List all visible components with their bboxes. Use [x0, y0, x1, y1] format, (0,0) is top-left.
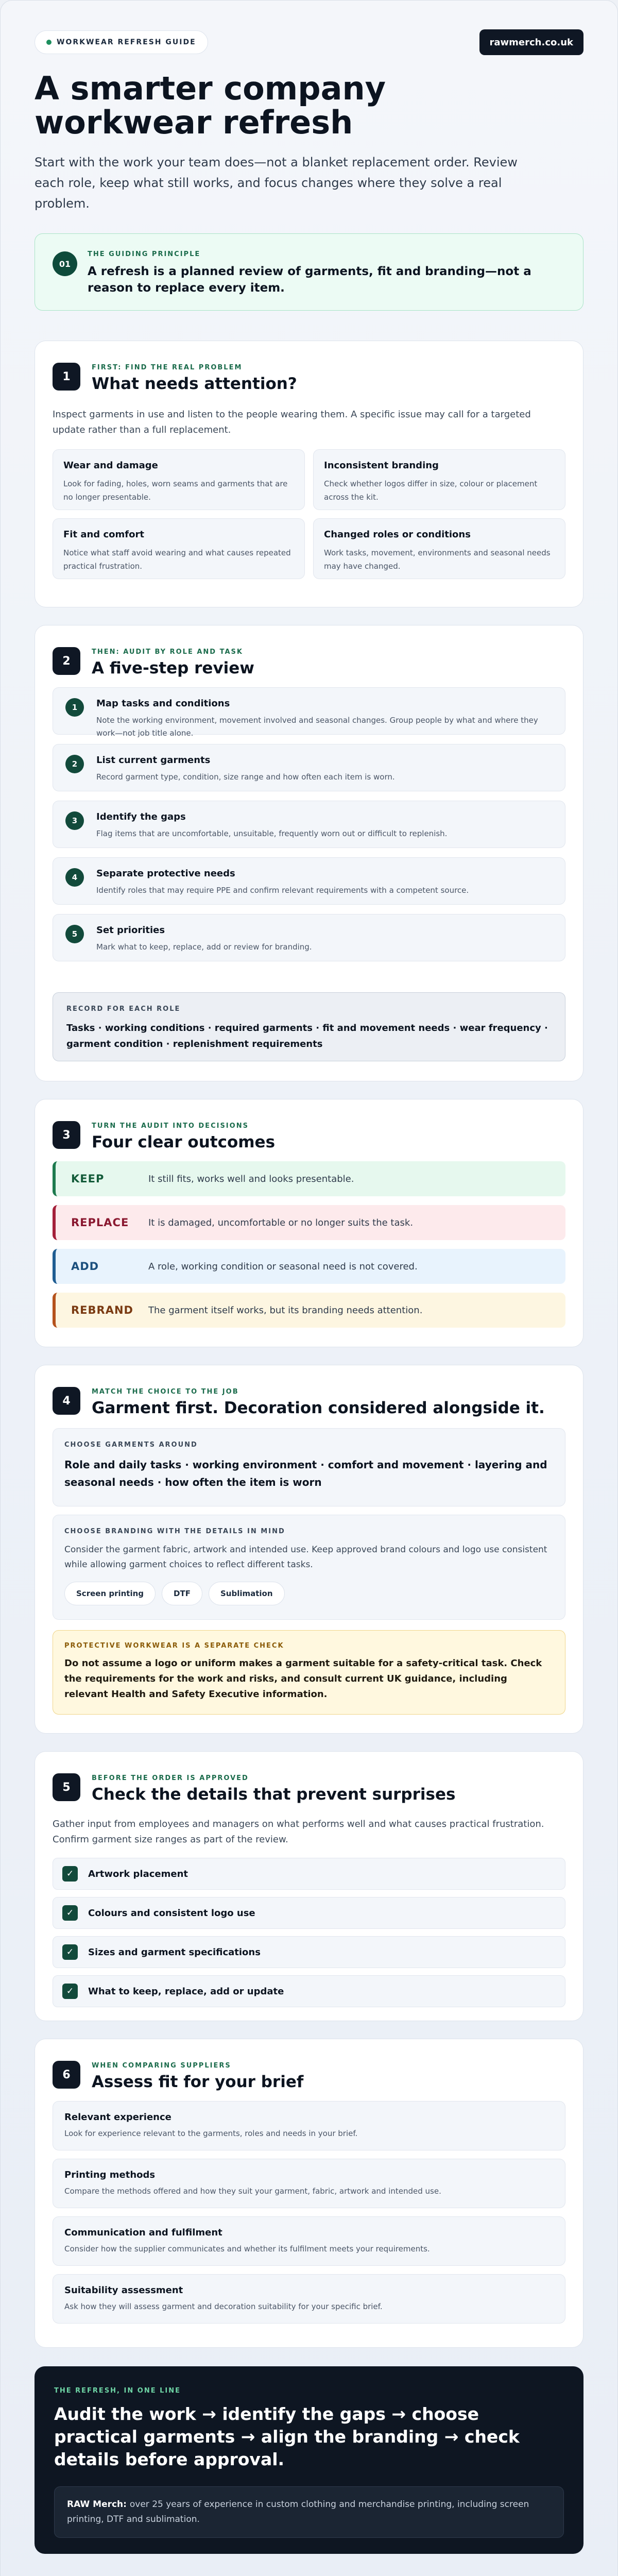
step-item: [53, 801, 565, 848]
step-item: [53, 914, 565, 961]
brand-note: [54, 2486, 564, 2538]
section-number-badge: 3: [53, 1121, 80, 1149]
section-four-outcomes: [35, 1099, 583, 1347]
section-header: [53, 2058, 303, 2091]
checklist-item[interactable]: [53, 1858, 565, 1890]
outcome-keep: [53, 1161, 565, 1196]
tile-text: Notice what staff avoid wearing and what causes repeated practical frustration.: [63, 548, 291, 571]
protective-warning: [53, 1630, 565, 1715]
step-text: Identify roles that may require PPE and confirm relevant requirements with a competent source.: [96, 886, 469, 895]
criterion-title: Printing methods: [64, 2170, 156, 2180]
panel-text: Role and daily tasks · working environment · comfort and movement · layering and seasonal needs · how often the item is worn: [64, 1459, 547, 1488]
section-kicker: TURN THE AUDIT INTO DECISIONS: [92, 1122, 249, 1130]
section-number-badge: 4: [53, 1387, 80, 1415]
check-icon: ✓: [62, 1984, 78, 1999]
checklist-label: Artwork placement: [88, 1868, 188, 1879]
step-title: Set priorities: [96, 925, 165, 936]
section-number-badge: 5: [53, 1773, 80, 1801]
attention-tile: [313, 449, 565, 510]
attention-grid: [53, 449, 565, 579]
section-header: [53, 644, 254, 677]
section-header: [53, 360, 297, 393]
checklist-label: Colours and consistent logo use: [88, 1907, 255, 1919]
step-number: 4: [65, 868, 84, 887]
approval-checklist: [53, 1858, 565, 2014]
outcome-text: A role, working condition or seasonal need is not covered.: [148, 1261, 418, 1272]
summary-text: Audit the work → identify the gaps → choose practical garments → align the branding → check details before approval.: [54, 2404, 520, 2469]
attention-tile: [53, 518, 305, 579]
summary-kicker: THE REFRESH, IN ONE LINE: [54, 2387, 181, 2395]
section-kicker: BEFORE THE ORDER IS APPROVED: [92, 1774, 249, 1782]
tile-title: Fit and comfort: [63, 529, 144, 540]
guide-label: WORKWEAR REFRESH GUIDE: [57, 38, 196, 46]
outcome-name: ADD: [71, 1260, 99, 1273]
status-dot-icon: [46, 40, 52, 45]
principle-text: A refresh is a planned review of garments, fit and branding—not a reason to replace every item.: [88, 265, 531, 295]
step-text: Record garment type, condition, size range and how often each item is worn.: [96, 772, 395, 782]
outcome-list: [53, 1161, 565, 1336]
supplier-criteria: [53, 2101, 565, 2332]
tile-title: Inconsistent branding: [324, 460, 439, 471]
outcome-text: It is damaged, uncomfortable or no longer suits the task.: [148, 1217, 414, 1228]
section-garment-first: [35, 1365, 583, 1734]
section-title: A five-step review: [92, 659, 254, 677]
section-header: [53, 1384, 545, 1417]
guide-label-pill: [35, 30, 208, 54]
checklist-item[interactable]: [53, 1897, 565, 1929]
outcome-name: KEEP: [71, 1173, 105, 1185]
step-text: Flag items that are uncomfortable, unsuitable, frequently worn out or difficult to replenish.: [96, 829, 448, 838]
section-header: [53, 1118, 275, 1151]
record-kicker: RECORD FOR EACH ROLE: [66, 1005, 181, 1013]
section-kicker: THEN: AUDIT BY ROLE AND TASK: [92, 648, 243, 656]
method-chip: DTF: [162, 1582, 202, 1605]
branding-panel: [53, 1515, 565, 1620]
step-list: [53, 687, 565, 971]
step-text: Mark what to keep, replace, add or review for branding.: [96, 942, 312, 952]
tile-title: Wear and damage: [63, 460, 158, 471]
panel-kicker: CHOOSE GARMENTS AROUND: [64, 1441, 198, 1449]
tile-text: Check whether logos differ in size, colour or placement across the kit.: [324, 479, 538, 502]
checklist-label: Sizes and garment specifications: [88, 1946, 261, 1958]
step-item: [53, 744, 565, 791]
criterion-title: Suitability assessment: [64, 2285, 183, 2296]
step-number: 1: [65, 698, 84, 717]
warning-text: Do not assume a logo or uniform makes a garment suitable for a safety-critical task. Check the requirements for the work and risks, and consult current UK guidance, including relevant Health and Safety Executive information.: [64, 1658, 542, 1700]
section-title: Check the details that prevent surprises: [92, 1785, 456, 1804]
section-title: What needs attention?: [92, 375, 297, 393]
step-item: [53, 687, 565, 738]
section-assess-suppliers: [35, 2039, 583, 2348]
panel-kicker: CHOOSE BRANDING WITH THE DETAILS IN MIND: [64, 1528, 285, 1535]
principle-kicker: THE GUIDING PRINCIPLE: [88, 250, 201, 258]
section-intro: Inspect garments in use and listen to the people wearing them. A specific issue may call for a targeted update rather than a full replacement.: [53, 409, 531, 435]
supplier-criterion: [53, 2101, 565, 2150]
checklist-item[interactable]: [53, 1936, 565, 1968]
guiding-principle: [35, 233, 583, 311]
section-check-details: [35, 1751, 583, 2021]
section-kicker: WHEN COMPARING SUPPLIERS: [92, 2062, 231, 2070]
criterion-title: Communication and fulfilment: [64, 2227, 222, 2238]
supplier-criterion: [53, 2274, 565, 2324]
outcome-add: [53, 1249, 565, 1284]
warning-kicker: PROTECTIVE WORKWEAR IS A SEPARATE CHECK: [64, 1642, 284, 1650]
record-text: Tasks · working conditions · required garments · fit and movement needs · wear frequency · garment condition · replenishment requirements: [66, 1023, 548, 1049]
criterion-text: Ask how they will assess garment and decoration suitability for your specific brief.: [64, 2302, 383, 2311]
site-link[interactable]: rawmerch.co.uk: [479, 29, 583, 55]
check-icon: ✓: [62, 1866, 78, 1882]
check-icon: ✓: [62, 1944, 78, 1960]
tile-text: Look for fading, holes, worn seams and garments that are no longer presentable.: [63, 479, 288, 502]
step-title: Map tasks and conditions: [96, 698, 230, 709]
check-icon: ✓: [62, 1905, 78, 1921]
step-item: [53, 857, 565, 905]
supplier-criterion: [53, 2159, 565, 2208]
section-title: Assess fit for your brief: [92, 2073, 304, 2091]
section-kicker: MATCH THE CHOICE TO THE JOB: [92, 1388, 239, 1396]
checklist-item[interactable]: [53, 1975, 565, 2007]
outcome-name: REPLACE: [71, 1216, 129, 1229]
printing-methods: [64, 1582, 554, 1605]
outcome-text: The garment itself works, but its branding needs attention.: [148, 1304, 423, 1316]
method-chip: Sublimation: [209, 1582, 285, 1605]
section-number-badge: 2: [53, 647, 80, 675]
step-title: Separate protective needs: [96, 868, 235, 879]
outcome-name: REBRAND: [71, 1304, 133, 1316]
attention-tile: [313, 518, 565, 579]
section-title: Garment first. Decoration considered alongside it.: [92, 1399, 545, 1417]
panel-text: Consider the garment fabric, artwork and intended use. Keep approved brand colours and logo use consistent while allowing garment choices to reflect different tasks.: [64, 1545, 547, 1570]
section-number-badge: 6: [53, 2061, 80, 2089]
supplier-criterion: [53, 2216, 565, 2266]
section-intro: Gather input from employees and managers on what performs well and what causes practical frustration. Confirm garment size ranges as part of the review.: [53, 1819, 544, 1845]
top-bar: [35, 29, 583, 55]
garments-panel: [53, 1428, 565, 1506]
tile-title: Changed roles or conditions: [324, 529, 471, 540]
method-chip: Screen printing: [64, 1582, 156, 1605]
section-five-step-review: [35, 625, 583, 1081]
brand-name: RAW Merch:: [67, 2499, 130, 2510]
step-number: 3: [65, 811, 84, 830]
section-number-badge: 1: [53, 363, 80, 391]
outcome-text: It still fits, works well and looks presentable.: [148, 1173, 354, 1184]
outcome-rebrand: [53, 1293, 565, 1328]
step-title: List current garments: [96, 755, 211, 766]
section-what-needs-attention: [35, 341, 583, 607]
tile-text: Work tasks, movement, environments and seasonal needs may have changed.: [324, 548, 551, 571]
summary-panel: [35, 2366, 583, 2554]
checklist-label: What to keep, replace, add or update: [88, 1986, 284, 1997]
criterion-text: Consider how the supplier communicates and whether its fulfilment meets your requirements.: [64, 2244, 430, 2253]
criterion-text: Compare the methods offered and how they suit your garment, fabric, artwork and intended use.: [64, 2187, 441, 2196]
criterion-text: Look for experience relevant to the garments, roles and needs in your brief.: [64, 2129, 358, 2138]
step-number: 2: [65, 755, 84, 773]
section-kicker: FIRST: FIND THE REAL PROBLEM: [92, 364, 243, 371]
section-header: [53, 1770, 455, 1804]
attention-tile: [53, 449, 305, 510]
principle-number-badge: 01: [53, 251, 77, 276]
section-title: Four clear outcomes: [92, 1133, 276, 1151]
brand-description: over 25 years of experience in custom clothing and merchandise printing, including screen printing, DTF and sublimation.: [67, 2499, 529, 2524]
page-title: A smarter company workwear refresh: [35, 70, 386, 141]
outcome-replace: [53, 1205, 565, 1240]
step-text: Note the working environment, movement involved and seasonal changes. Group people by what and where they work—not job title alone.: [96, 716, 538, 738]
step-number: 5: [65, 925, 84, 943]
step-title: Identify the gaps: [96, 811, 186, 822]
criterion-title: Relevant experience: [64, 2112, 171, 2123]
page-intro: Start with the work your team does—not a blanket replacement order. Review each role, keep what still works, and focus changes where they solve a real problem.: [35, 155, 518, 211]
role-record-panel: [53, 992, 565, 1061]
